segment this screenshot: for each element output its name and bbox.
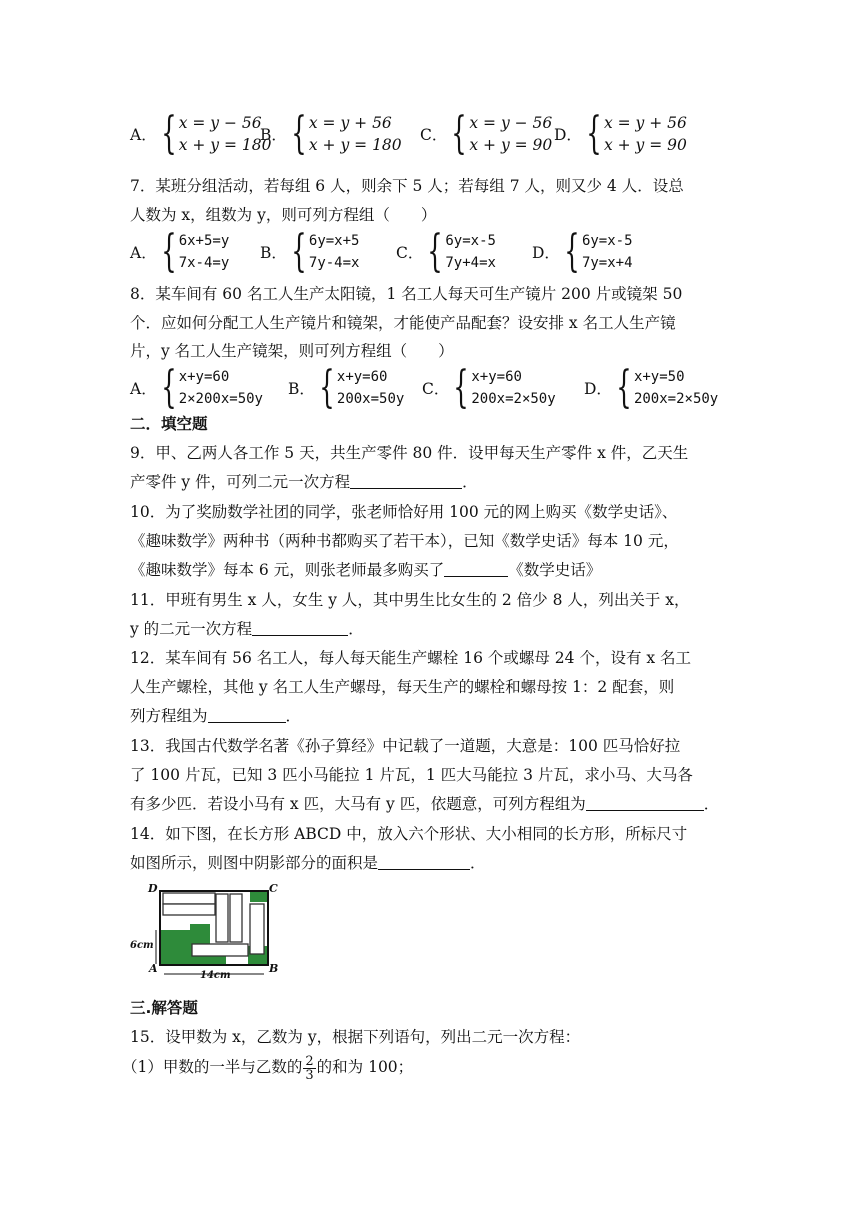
q12-text-line3: 列方程组为 ．	[130, 707, 302, 725]
section-heading-fill-in: 二．填空题	[130, 415, 208, 433]
brace-icon: {	[616, 362, 632, 413]
q7-option-b[interactable]: B． { 6y=x+5 7y-4=x	[260, 226, 360, 277]
brace-icon: {	[427, 226, 444, 277]
q11-answer-blank[interactable]	[252, 621, 348, 636]
q8-option-b[interactable]: B． { x+y=60 200x=50y	[288, 362, 405, 413]
fraction-two-thirds: $\frac{2}{3}$	[305, 1053, 314, 1083]
q7-option-a[interactable]: A． { 6x+5=y 7x-4=y	[130, 226, 230, 277]
height-label: 6cm	[130, 940, 154, 951]
small-rectangle-1	[163, 893, 215, 904]
q7-option-c[interactable]: C． { 6y=x-5 7y+4=x	[396, 226, 496, 277]
q6-option-a[interactable]: A． { x = y − 56 x + y = 180	[130, 108, 272, 159]
section-heading-answer: 三.解答题	[130, 999, 198, 1017]
brace-icon: {	[453, 362, 470, 413]
q8-text-line2: 个．应如何分配工人生产镜片和镜架，才能使产品配套？设安排 x 名工人生产镜	[130, 314, 676, 332]
small-rectangle-5	[250, 904, 264, 954]
q14-answer-blank[interactable]	[378, 855, 470, 870]
q6-options	[130, 108, 694, 159]
q12-answer-blank[interactable]	[208, 708, 286, 723]
q7-options	[130, 226, 662, 277]
brace-icon: {	[161, 362, 177, 413]
q15-part1: （1）甲数的一半与乙数的 $\frac{2}{3}$ 的和为 100；	[122, 1053, 414, 1083]
q13-answer-blank[interactable]	[586, 796, 704, 811]
brace-icon: {	[291, 226, 307, 277]
q14-text-line1: 14．如下图，在长方形 ABCD 中，放入六个形状、大小相同的长方形，所标尺寸	[130, 825, 688, 843]
q8-text-line3: 片，y 名工人生产镜架，则可列方程组（ ）	[130, 342, 454, 360]
q12-text-line1: 12．某车间有 56 名工人，每人每天能生产螺栓 16 个或螺母 24 个，设有 x 名工	[130, 649, 692, 667]
q8-text-line1: 8．某车间有 60 名工人生产太阳镜，1 名工人每天可生产镜片 200 片或镜架 50	[130, 285, 683, 303]
q13-text-line3: 有多少匹．若设小马有 x 匹，大马有 y 匹，依题意，可列方程组为 ．	[130, 795, 720, 813]
small-rectangle-6	[192, 944, 248, 956]
q8-option-a[interactable]: A． { x+y=60 2×200x=50y	[130, 362, 263, 413]
q13-text-line1: 13．我国古代数学名著《孙子算经》中记载了一道题，大意是：100 匹马恰好拉	[130, 737, 681, 755]
brace-icon: {	[564, 226, 580, 277]
width-label: 14cm	[200, 970, 231, 980]
q6-option-d[interactable]: D． { x = y + 56 x + y = 90	[554, 108, 687, 159]
brace-icon: {	[161, 108, 177, 159]
brace-icon: {	[319, 362, 335, 413]
vertex-label-a: A	[149, 962, 158, 975]
vertex-label-b: B	[269, 962, 279, 975]
q10-text-line2: 《趣味数学》两种书（两种书都购买了若干本），已知《数学史话》每本 10 元，	[130, 532, 679, 550]
rectangle-abcd-figure	[130, 880, 290, 980]
q6-option-b[interactable]: B． { x = y + 56 x + y = 180	[260, 108, 402, 159]
brace-icon: {	[291, 108, 307, 159]
q10-answer-blank[interactable]	[444, 562, 508, 577]
q9-answer-blank[interactable]	[350, 474, 462, 489]
q7-text-line1: 7．某班分组活动，若每组 6 人，则余下 5 人；若每组 7 人，则又少 4 人．设总	[130, 177, 684, 195]
brace-icon: {	[451, 108, 468, 159]
vertex-label-c: C	[269, 882, 278, 895]
q15-text-line1: 15．设甲数为 x，乙数为 y，根据下列语句，列出二元一次方程：	[130, 1028, 581, 1046]
small-rectangle-3	[216, 894, 228, 942]
brace-icon: {	[161, 226, 177, 277]
q13-text-line2: 了 100 片瓦，已知 3 匹小马能拉 1 片瓦，1 匹大马能拉 3 片瓦，求小马、大马各	[130, 766, 693, 784]
q14-text-line2: 如图所示，则图中阴影部分的面积是 ．	[130, 854, 486, 872]
q8-options	[130, 362, 734, 413]
q10-text-line1: 10．为了奖励数学社团的同学，张老师恰好用 100 元的网上购买《数学史话》、	[130, 503, 678, 521]
brace-icon: {	[586, 108, 602, 159]
q8-option-c[interactable]: C． { x+y=60 200x=2×50y	[422, 362, 556, 413]
q8-option-d[interactable]: D． { x+y=50 200x=2×50y	[584, 362, 719, 413]
q7-text-line2: 人数为 x，组数为 y，则可列方程组（ ）	[130, 206, 437, 224]
vertex-label-d: D	[148, 882, 158, 895]
q12-text-line2: 人生产螺栓，其他 y 名工人生产螺母，每天生产的螺栓和螺母按 1：2 配套，则	[130, 678, 675, 696]
q7-option-d[interactable]: D． { 6y=x-5 7y=x+4	[532, 226, 633, 277]
q9-text-line1: 9．甲、乙两人各工作 5 天，共生产零件 80 件．设甲每天生产零件 x 件，乙天生	[130, 444, 689, 462]
shaded-region-corner	[250, 892, 267, 902]
q10-text-line3: 《趣味数学》每本 6 元，则张老师最多购买了 《数学史话》	[130, 561, 602, 579]
q11-text-line1: 11．甲班有男生 x 人，女生 y 人，其中男生比女生的 2 倍少 8 人，列出关于 x，	[130, 591, 690, 609]
q9-text-line2: 产零件 y 件，可列二元一次方程 ．	[130, 473, 478, 491]
small-rectangle-2	[163, 904, 215, 915]
small-rectangle-4	[230, 894, 242, 942]
q11-text-line2: y 的二元一次方程 ．	[130, 620, 364, 638]
q6-option-c[interactable]: C． { x = y − 56 x + y = 90	[420, 108, 553, 159]
